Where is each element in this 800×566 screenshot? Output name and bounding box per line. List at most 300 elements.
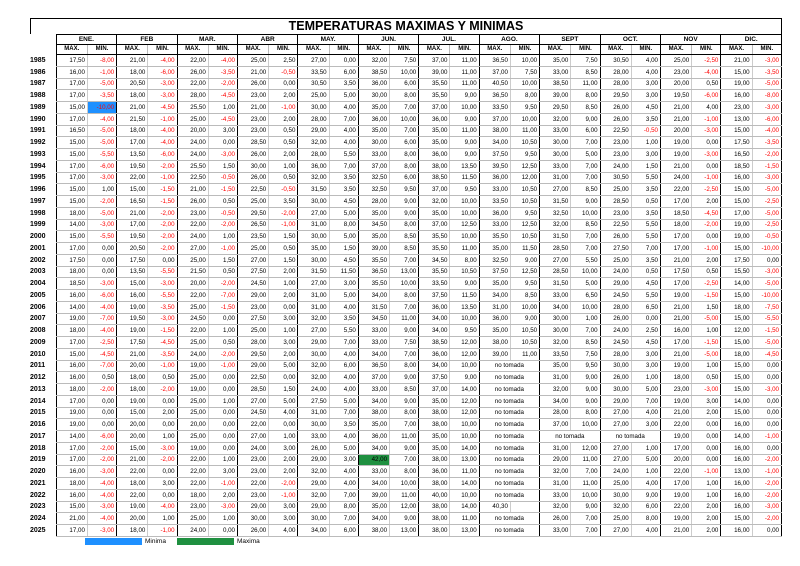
max-cell: 19,00 [721, 78, 752, 90]
max-cell: 19,00 [117, 395, 148, 407]
max-cell: 35,50 [358, 278, 389, 290]
min-cell: 2,00 [269, 90, 298, 102]
min-cell: 4,00 [329, 125, 358, 137]
min-cell: -5,50 [752, 313, 781, 325]
min-cell: 4,00 [329, 384, 358, 396]
max-cell: 21,00 [660, 113, 691, 125]
min-cell: 6,00 [329, 66, 358, 78]
max-cell: 36,00 [419, 113, 450, 125]
max-cell: 15,00 [721, 384, 752, 396]
max-cell: 23,00 [177, 207, 208, 219]
min-cell: 4,00 [692, 102, 721, 114]
max-cell: 34,50 [419, 254, 450, 266]
min-cell: 10,50 [510, 325, 539, 337]
min-cell: 11,00 [571, 478, 600, 490]
max-cell: 26,00 [177, 66, 208, 78]
max-cell: 33,50 [540, 348, 571, 360]
min-cell: 0,00 [752, 254, 781, 266]
min-cell: 11,00 [510, 348, 539, 360]
min-cell: 0,00 [87, 243, 116, 255]
max-cell: 21,50 [117, 113, 148, 125]
max-cell: 26,00 [540, 513, 571, 525]
min-cell: 6,00 [571, 125, 600, 137]
min-cell: 0,50 [692, 266, 721, 278]
max-cell: 22,50 [237, 184, 268, 196]
max-cell: 37,00 [540, 419, 571, 431]
min-cell: 1,00 [208, 395, 237, 407]
min-cell: 2,00 [269, 454, 298, 466]
min-cell: 10,00 [450, 196, 479, 208]
min-cell: 0,50 [631, 196, 660, 208]
max-cell: 19,00 [660, 149, 691, 161]
min-cell: 9,00 [390, 196, 419, 208]
max-cell: 24,50 [600, 290, 631, 302]
min-cell: 9,00 [631, 489, 660, 501]
min-cell: 1,00 [631, 137, 660, 149]
min-cell: 11,00 [571, 78, 600, 90]
max-cell: 31,00 [298, 290, 329, 302]
min-cell: -3,00 [148, 78, 177, 90]
min-cell: 1,50 [692, 301, 721, 313]
min-cell: 8,00 [450, 254, 479, 266]
max-cell: 26,00 [237, 172, 268, 184]
min-cell: 7,00 [571, 325, 600, 337]
max-cell: 32,00 [540, 384, 571, 396]
max-cell: 21,00 [660, 313, 691, 325]
min-cell: 0,00 [208, 442, 237, 454]
month-header: MAR. [177, 35, 237, 45]
table-row [30, 489, 782, 501]
max-cell: 19,00 [660, 395, 691, 407]
max-cell: 35,00 [419, 125, 450, 137]
max-cell: 34,00 [540, 395, 571, 407]
max-cell: 21,00 [660, 102, 691, 114]
max-cell: 15,00 [56, 231, 87, 243]
min-cell: 3,00 [269, 513, 298, 525]
max-cell: 39,00 [358, 243, 389, 255]
max-cell: 18,00 [660, 372, 691, 384]
month-header: ABR [237, 35, 297, 45]
max-cell: 14,00 [721, 395, 752, 407]
table-row [30, 478, 782, 490]
min-cell: 3,00 [208, 466, 237, 478]
max-cell: 33,00 [479, 219, 510, 231]
max-cell: 18,00 [660, 219, 691, 231]
min-cell: 3,50 [329, 172, 358, 184]
min-cell: -8,00 [87, 55, 116, 67]
table-row [30, 313, 782, 325]
max-cell: 37,00 [479, 113, 510, 125]
max-cell: 27,00 [298, 55, 329, 67]
table-row [30, 337, 782, 349]
max-cell: 19,50 [117, 160, 148, 172]
year-label: 2007 [30, 315, 46, 323]
max-cell: 25,00 [237, 55, 268, 67]
min-cell: 4,00 [329, 431, 358, 443]
min-cell: -1,00 [752, 466, 781, 478]
max-cell: 31,00 [540, 172, 571, 184]
max-cell: 34,00 [479, 137, 510, 149]
min-cell: 10,00 [390, 478, 419, 490]
min-cell: 0,00 [208, 419, 237, 431]
min-cell: -1,00 [269, 102, 298, 114]
min-cell: 9,00 [571, 196, 600, 208]
year-label: 1993 [30, 150, 46, 158]
min-cell: -2,00 [269, 478, 298, 490]
min-cell: -3,50 [148, 348, 177, 360]
min-cell: 0,50 [208, 196, 237, 208]
min-cell: -0,50 [269, 184, 298, 196]
min-cell: 1,00 [208, 325, 237, 337]
max-cell: 15,50 [721, 266, 752, 278]
min-cell: 1,00 [571, 313, 600, 325]
min-cell: 4,50 [631, 102, 660, 114]
min-cell: 0,50 [269, 243, 298, 255]
min-cell: -1,00 [269, 489, 298, 501]
min-cell: 7,00 [329, 407, 358, 419]
min-cell: -6,00 [148, 66, 177, 78]
max-cell: 16,50 [721, 149, 752, 161]
min-cell: 2,00 [692, 525, 721, 537]
min-cell: -4,00 [692, 66, 721, 78]
year-label: 1999 [30, 221, 46, 229]
min-cell: 1,00 [148, 431, 177, 443]
max-cell: 37,00 [419, 384, 450, 396]
max-cell: 36,00 [358, 113, 389, 125]
max-cell: 35,50 [419, 78, 450, 90]
max-cell: 23,00 [237, 90, 268, 102]
max-cell: 17,00 [660, 243, 691, 255]
not-recorded-cell: no tomada [479, 478, 539, 490]
max-cell: 15,00 [721, 243, 752, 255]
min-cell: 3,00 [269, 442, 298, 454]
max-cell: 17,00 [117, 137, 148, 149]
max-cell: 18,00 [56, 325, 87, 337]
min-cell: 5,50 [329, 325, 358, 337]
min-cell: 7,00 [631, 243, 660, 255]
max-cell: 27,00 [600, 454, 631, 466]
max-cell: 36,00 [479, 207, 510, 219]
min-cell: -2,00 [148, 231, 177, 243]
max-cell: 29,00 [298, 454, 329, 466]
not-recorded-cell: no tomada [479, 372, 539, 384]
min-cell: 14,00 [450, 384, 479, 396]
min-cell: 10,00 [390, 66, 419, 78]
min-cell: 9,00 [571, 113, 600, 125]
max-cell: 26,00 [600, 113, 631, 125]
min-cell: 10,00 [510, 55, 539, 67]
max-cell: 30,50 [298, 78, 329, 90]
min-cell: -5,50 [148, 266, 177, 278]
max-cell: 29,00 [237, 360, 268, 372]
min-cell: -3,50 [752, 137, 781, 149]
table-row [30, 172, 782, 184]
min-cell: 0,00 [148, 419, 177, 431]
max-cell: 33,00 [358, 325, 389, 337]
max-subheader: MAX. [479, 45, 510, 55]
max-cell: 38,50 [540, 78, 571, 90]
max-cell: 26,00 [600, 102, 631, 114]
max-cell: 25,00 [600, 184, 631, 196]
max-cell: 22,50 [177, 172, 208, 184]
min-cell: 10,00 [571, 489, 600, 501]
year-label: 2014 [30, 397, 46, 405]
min-cell: 7,50 [571, 348, 600, 360]
month-header: NOV [660, 35, 720, 45]
min-cell: 7,00 [329, 513, 358, 525]
min-subheader: MIN. [510, 45, 539, 55]
min-cell: 3,50 [269, 196, 298, 208]
max-cell: 22,00 [660, 501, 691, 513]
max-cell: 27,00 [298, 325, 329, 337]
min-cell: 9,50 [450, 184, 479, 196]
min-cell: 10,00 [571, 301, 600, 313]
min-cell: -7,50 [752, 301, 781, 313]
max-cell: 20,50 [117, 243, 148, 255]
max-cell: 33,00 [358, 337, 389, 349]
max-cell: 20,00 [117, 360, 148, 372]
max-cell: 27,00 [600, 407, 631, 419]
max-cell: 24,50 [237, 407, 268, 419]
min-cell: 10,50 [450, 266, 479, 278]
table-row [30, 419, 782, 431]
max-cell: 32,00 [298, 172, 329, 184]
min-cell: -5,00 [752, 278, 781, 290]
min-cell: 3,00 [631, 348, 660, 360]
min-cell: 3,50 [329, 184, 358, 196]
min-cell: 1,00 [692, 325, 721, 337]
min-cell: -4,00 [148, 501, 177, 513]
max-cell: 25,00 [177, 431, 208, 443]
max-cell: 14,00 [56, 219, 87, 231]
min-cell: 9,00 [571, 372, 600, 384]
max-cell: 26,00 [600, 372, 631, 384]
max-cell: 14,00 [56, 431, 87, 443]
max-cell: 26,00 [237, 149, 268, 161]
min-cell: 4,00 [631, 407, 660, 419]
min-cell: 0,00 [208, 407, 237, 419]
max-cell: 40,30 [479, 501, 510, 513]
max-cell: 38,00 [479, 337, 510, 349]
max-cell: 36,00 [298, 160, 329, 172]
max-cell: 31,50 [540, 278, 571, 290]
max-cell: 27,50 [600, 243, 631, 255]
max-cell: 35,00 [540, 360, 571, 372]
min-cell: 0,00 [269, 372, 298, 384]
min-cell: -3,50 [87, 90, 116, 102]
max-cell: 17,00 [660, 478, 691, 490]
min-cell: 9,00 [450, 149, 479, 161]
min-cell: -10,00 [752, 290, 781, 302]
max-cell: 15,00 [56, 348, 87, 360]
min-cell: 5,50 [329, 149, 358, 161]
min-cell: 12,00 [510, 172, 539, 184]
min-cell: 12,50 [510, 266, 539, 278]
max-cell: 30,00 [298, 102, 329, 114]
min-cell: 13,50 [450, 301, 479, 313]
max-cell: 31,50 [540, 231, 571, 243]
max-cell: 35,50 [358, 254, 389, 266]
data-grid [30, 34, 782, 537]
table-row [30, 149, 782, 161]
min-cell: 10,00 [571, 266, 600, 278]
min-cell: 10,00 [450, 419, 479, 431]
min-cell: -10,00 [752, 243, 781, 255]
min-cell: 6,50 [571, 290, 600, 302]
min-cell: 2,00 [208, 489, 237, 501]
min-cell: -4,00 [752, 125, 781, 137]
max-cell: 31,50 [540, 196, 571, 208]
min-cell: 4,00 [329, 466, 358, 478]
year-label: 1990 [30, 115, 46, 123]
max-cell: 17,00 [56, 78, 87, 90]
max-cell: 31,00 [479, 301, 510, 313]
min-cell: -4,00 [87, 513, 116, 525]
min-cell: 0,00 [87, 266, 116, 278]
max-cell: 15,00 [721, 407, 752, 419]
max-cell: 25,00 [237, 325, 268, 337]
min-cell: 7,00 [571, 513, 600, 525]
min-cell: 3,00 [329, 454, 358, 466]
min-cell: 5,50 [631, 231, 660, 243]
max-cell: 38,00 [419, 525, 450, 537]
max-cell: 29,00 [298, 337, 329, 349]
max-cell: 30,00 [600, 489, 631, 501]
min-cell: 11,50 [450, 290, 479, 302]
max-cell: 21,00 [237, 66, 268, 78]
min-cell: 0,00 [87, 254, 116, 266]
max-cell: 17,50 [117, 337, 148, 349]
min-cell: 7,00 [390, 102, 419, 114]
min-cell: -7,00 [87, 360, 116, 372]
min-cell: -2,00 [208, 278, 237, 290]
max-cell: 31,00 [540, 478, 571, 490]
min-cell: 9,00 [390, 372, 419, 384]
min-cell: 9,00 [390, 207, 419, 219]
min-cell: -6,00 [148, 149, 177, 161]
min-cell: -3,00 [87, 278, 116, 290]
max-cell: 29,00 [298, 501, 329, 513]
min-cell: 7,00 [390, 301, 419, 313]
min-cell: 3,50 [631, 207, 660, 219]
min-cell: -1,00 [148, 360, 177, 372]
max-cell: 22,50 [237, 372, 268, 384]
max-subheader: MAX. [600, 45, 631, 55]
min-cell: 4,00 [631, 525, 660, 537]
min-cell: 2,00 [269, 113, 298, 125]
max-cell: 28,00 [600, 301, 631, 313]
max-cell: 20,00 [177, 125, 208, 137]
max-cell: 27,00 [177, 243, 208, 255]
min-cell: 11,00 [450, 78, 479, 90]
min-cell: -5,50 [148, 290, 177, 302]
min-cell: 9,50 [510, 278, 539, 290]
min-cell: -2,00 [87, 384, 116, 396]
min-cell: -2,50 [692, 184, 721, 196]
max-cell: 26,00 [237, 78, 268, 90]
min-cell: 6,00 [631, 501, 660, 513]
min-cell: 4,00 [329, 348, 358, 360]
max-cell: 34,00 [358, 290, 389, 302]
max-cell: 35,00 [419, 137, 450, 149]
legend-label-max: Maxima [237, 538, 260, 545]
max-cell: 17,00 [56, 525, 87, 537]
max-cell: 13,50 [117, 149, 148, 161]
min-cell: -4,00 [87, 325, 116, 337]
max-cell: 28,50 [540, 243, 571, 255]
max-cell: 21,00 [237, 102, 268, 114]
min-cell: 1,00 [631, 442, 660, 454]
min-cell: 12,00 [450, 337, 479, 349]
max-cell: 16,50 [56, 125, 87, 137]
min-cell: 0,50 [269, 137, 298, 149]
max-cell: 29,50 [237, 207, 268, 219]
min-cell: 8,00 [631, 513, 660, 525]
max-cell: 21,00 [117, 454, 148, 466]
max-cell: 34,50 [358, 219, 389, 231]
max-cell: 20,00 [117, 513, 148, 525]
max-cell: 22,00 [117, 172, 148, 184]
min-cell: 8,50 [571, 102, 600, 114]
max-cell: 20,00 [660, 125, 691, 137]
table-row [30, 407, 782, 419]
max-cell: 17,00 [56, 395, 87, 407]
max-cell: 17,50 [56, 254, 87, 266]
min-cell: 1,00 [148, 513, 177, 525]
max-cell: 23,00 [721, 102, 752, 114]
min-cell: 1,00 [208, 231, 237, 243]
max-cell: 22,00 [117, 489, 148, 501]
min-cell: 11,00 [450, 55, 479, 67]
min-cell: 5,50 [631, 290, 660, 302]
min-cell: -3,00 [87, 172, 116, 184]
max-cell: 33,00 [358, 384, 389, 396]
max-cell: 19,00 [117, 301, 148, 313]
min-cell: 2,00 [692, 254, 721, 266]
min-cell: 0,00 [148, 395, 177, 407]
max-cell: 15,00 [721, 513, 752, 525]
max-cell: 15,00 [721, 372, 752, 384]
max-cell: 27,00 [298, 278, 329, 290]
year-label: 2019 [30, 456, 46, 464]
not-recorded-cell: no tomada [479, 384, 539, 396]
max-cell: 36,50 [358, 266, 389, 278]
max-cell: 25,00 [177, 395, 208, 407]
min-cell: 9,50 [571, 360, 600, 372]
min-cell: 6,00 [390, 172, 419, 184]
min-cell: -3,00 [148, 313, 177, 325]
min-cell: 5,00 [329, 207, 358, 219]
max-cell: 38,50 [419, 337, 450, 349]
max-cell: 18,00 [117, 384, 148, 396]
table-row [30, 466, 782, 478]
max-cell: 15,00 [721, 66, 752, 78]
min-cell: 2,00 [692, 196, 721, 208]
max-subheader: MAX. [660, 45, 691, 55]
max-cell: 33,50 [298, 66, 329, 78]
table-row [30, 442, 782, 454]
month-header: SEPT [540, 35, 600, 45]
max-cell: 38,00 [419, 407, 450, 419]
min-cell: 7,50 [510, 66, 539, 78]
min-cell: 7,00 [631, 395, 660, 407]
min-cell: -3,50 [148, 301, 177, 313]
max-cell: 25,00 [177, 337, 208, 349]
min-cell: 11,00 [450, 466, 479, 478]
min-cell: -2,00 [87, 442, 116, 454]
min-cell: 1,00 [692, 360, 721, 372]
min-cell: 2,50 [269, 55, 298, 67]
